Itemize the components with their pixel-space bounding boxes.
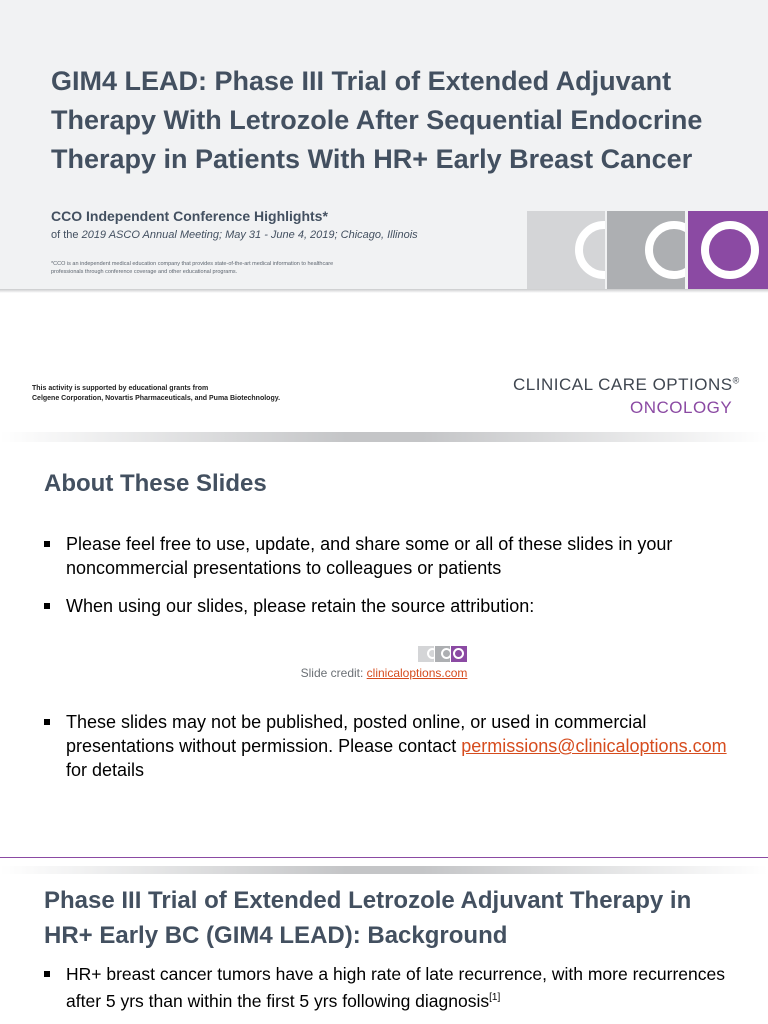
grant-support-text [32, 384, 280, 404]
list-item-text: When using our slides, please retain the source attribution: [66, 596, 535, 616]
slide-separator [0, 432, 768, 442]
cco-mini-logo-block-2 [435, 646, 450, 662]
heading-line: HR+ Early BC (GIM4 LEAD): Background [44, 922, 508, 949]
grant-line: This activity is supported by educational grants from [32, 385, 209, 392]
bullet-square-icon [44, 971, 50, 977]
brand-name [513, 375, 740, 395]
bullet-square-icon [44, 719, 50, 725]
bullet-square-icon [44, 603, 50, 609]
meeting-detail: 2019 ASCO Annual Meeting; May 31 - June 4, 2019; Chicago, Illinois [81, 229, 418, 241]
brand-name-text: CLINICAL CARE OPTIONS [513, 375, 733, 394]
slide-separator [0, 866, 768, 874]
heading-line: Phase III Trial of Extended Letrozole Adjuvant Therapy in [44, 887, 692, 914]
permission-tail: for details [66, 760, 145, 780]
slide-title-line: GIM4 LEAD: Phase III Trial of Extended Adjuvant [51, 66, 672, 96]
cco-mini-logo-block-1 [418, 646, 434, 662]
list-item [44, 532, 734, 580]
cco-footnote: *CCO is an independent medical education company that provides state-of-the-art medical information to healthcare professionals through conference coverage and other educational programs. [51, 261, 334, 275]
meeting-prefix: of the [51, 229, 82, 241]
slide-credit-label: Slide credit: [300, 666, 367, 680]
list-item [44, 710, 734, 782]
reference-marker: [1] [489, 992, 501, 1003]
list-item-text [66, 710, 734, 782]
permission-text: These slides may not be published, posted online, or used in commercial presentations without permission. Please contact [66, 712, 647, 756]
cco-logo-block-2 [607, 211, 685, 289]
bullet-square-icon [44, 541, 50, 547]
cco-mini-ring-icon [441, 648, 450, 659]
list-item-text [66, 962, 734, 1013]
conference-highlights-label: CCO Independent Conference Highlights* [51, 208, 328, 224]
meeting-info [51, 229, 418, 241]
background-heading [44, 883, 744, 953]
slide-divider [0, 857, 768, 858]
cco-mini-ring-icon [427, 648, 434, 659]
list-item-text: Please feel free to use, update, and share some or all of these slides in your noncommercial presentations to colleagues or patients [66, 534, 673, 578]
background-bullet-text: HR+ breast cancer tumors have a high rate of late recurrence, with more recurrences after 5 yrs than within the first 5 yrs following diagnosis [66, 964, 725, 1011]
grant-line: Celgene Corporation, Novartis Pharmaceuticals, and Puma Biotechnology. [32, 395, 281, 402]
slide-title-line: Therapy in Patients With HR+ Early Breast Cancer [51, 144, 693, 174]
header-shadow [0, 289, 768, 293]
cco-logo-block-3 [688, 211, 768, 289]
cco-mini-logo-block-3 [451, 646, 467, 662]
brand-oncology: ONCOLOGY [630, 398, 733, 417]
cco-mini-ring-icon [453, 648, 464, 659]
cco-logo-ring-icon [701, 221, 759, 279]
cco-logo-ring-icon [575, 221, 605, 279]
about-slides-heading: About These Slides [44, 470, 267, 497]
slide-title [51, 62, 751, 179]
list-item [44, 962, 734, 1013]
clinicaloptions-link[interactable]: clinicaloptions.com [366, 666, 468, 680]
permissions-email-link[interactable]: permissions@clinicaloptions.com [461, 736, 727, 756]
cco-logo-ring-icon [645, 221, 685, 279]
registered-mark: ® [732, 375, 740, 386]
cco-logo-block-1 [527, 211, 605, 289]
slide-credit [0, 666, 768, 680]
slide-title-line: Therapy With Letrozole After Sequential Endocrine [51, 105, 703, 135]
list-item [44, 594, 734, 618]
